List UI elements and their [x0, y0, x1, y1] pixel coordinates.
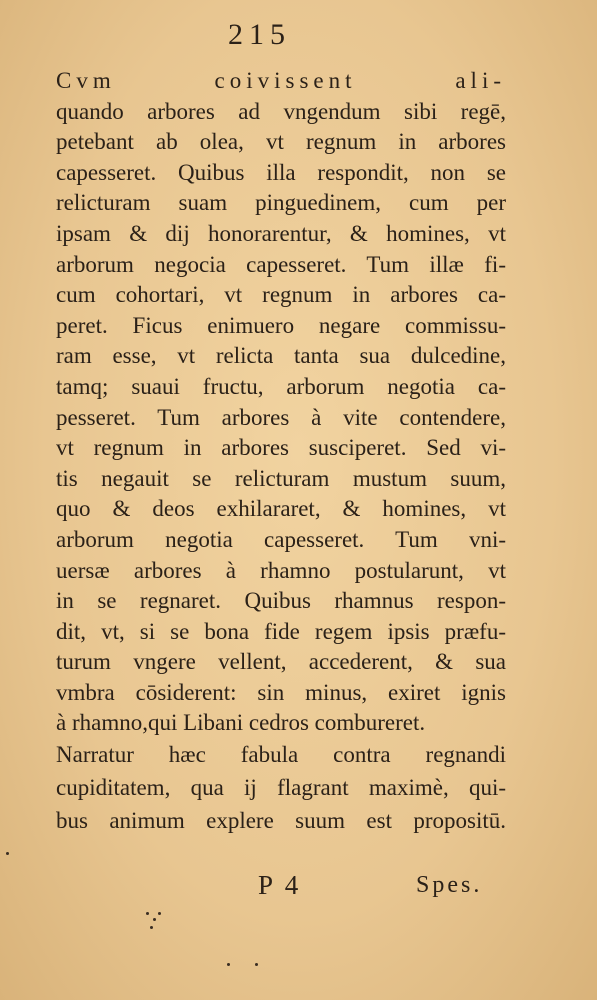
- text-line: capesseret. Quibus illa respondit, non se: [56, 159, 506, 185]
- catchword: Spes.: [416, 872, 483, 898]
- text-line: arborum negocia capesseret. Tum illæ fi-: [56, 251, 506, 277]
- ink-speck: [227, 963, 230, 966]
- fable-text: [56, 66, 506, 739]
- moral-text: [56, 738, 506, 837]
- text-line: pesseret. Tum arbores à vite contendere,: [56, 404, 506, 430]
- text-line: Cvm coivissent ali-: [56, 68, 506, 93]
- text-line: peret. Ficus enimuero negare commissu-: [56, 312, 506, 338]
- text-line: vt regnum in arbores susciperet. Sed vi-: [56, 435, 506, 461]
- ink-speck: [158, 912, 161, 915]
- ink-speck: [153, 918, 156, 921]
- text-line: dit, vt, si se bona fide regem ipsis præfu-: [56, 618, 506, 644]
- page-number: 215: [228, 18, 291, 51]
- text-line: arborum negotia capesseret. Tum vni-: [56, 526, 506, 552]
- ink-speck: [6, 852, 9, 855]
- text-line: uersæ arbores à rhamno postularunt, vt: [56, 557, 506, 583]
- text-line: quando arbores ad vngendum sibi regē,: [56, 98, 506, 124]
- text-line: tamq; suaui fructu, arborum negotia ca-: [56, 373, 506, 399]
- moral-line: Narratur hæc fabula contra regnandi: [56, 742, 506, 767]
- ink-speck: [150, 926, 153, 929]
- text-line: petebant ab olea, vt regnum in arbores: [56, 129, 506, 155]
- text-line: in se regnaret. Quibus rhamnus respon-: [56, 588, 506, 614]
- text-line: ram esse, vt relicta tanta sua dulcedine,: [56, 343, 506, 369]
- moral-line: cupiditatem, qua ij flagrant maximè, qui-: [56, 775, 506, 800]
- signature-mark: P 4: [258, 870, 302, 900]
- text-line: relicturam suam pinguedinem, cum per: [56, 190, 506, 216]
- text-line: vmbra cōsiderent: sin minus, exiret ignis: [56, 679, 506, 705]
- text-line: quo & deos exhilararet, & homines, vt: [56, 496, 506, 522]
- moral-line: bus animum explere suum est propositū.: [56, 808, 506, 833]
- text-line: à rhamno,qui Libani cedros combureret.: [56, 710, 426, 736]
- text-line: turum vngere vellent, accederent, & sua: [56, 649, 506, 675]
- text-line: ipsam & dij honorarentur, & homines, vt: [56, 220, 506, 246]
- ink-speck: [255, 963, 258, 966]
- ink-speck: [146, 912, 149, 915]
- text-line: cum cohortari, vt regnum in arbores ca-: [56, 282, 506, 308]
- text-line: tis negauit se relicturam mustum suum,: [56, 465, 506, 491]
